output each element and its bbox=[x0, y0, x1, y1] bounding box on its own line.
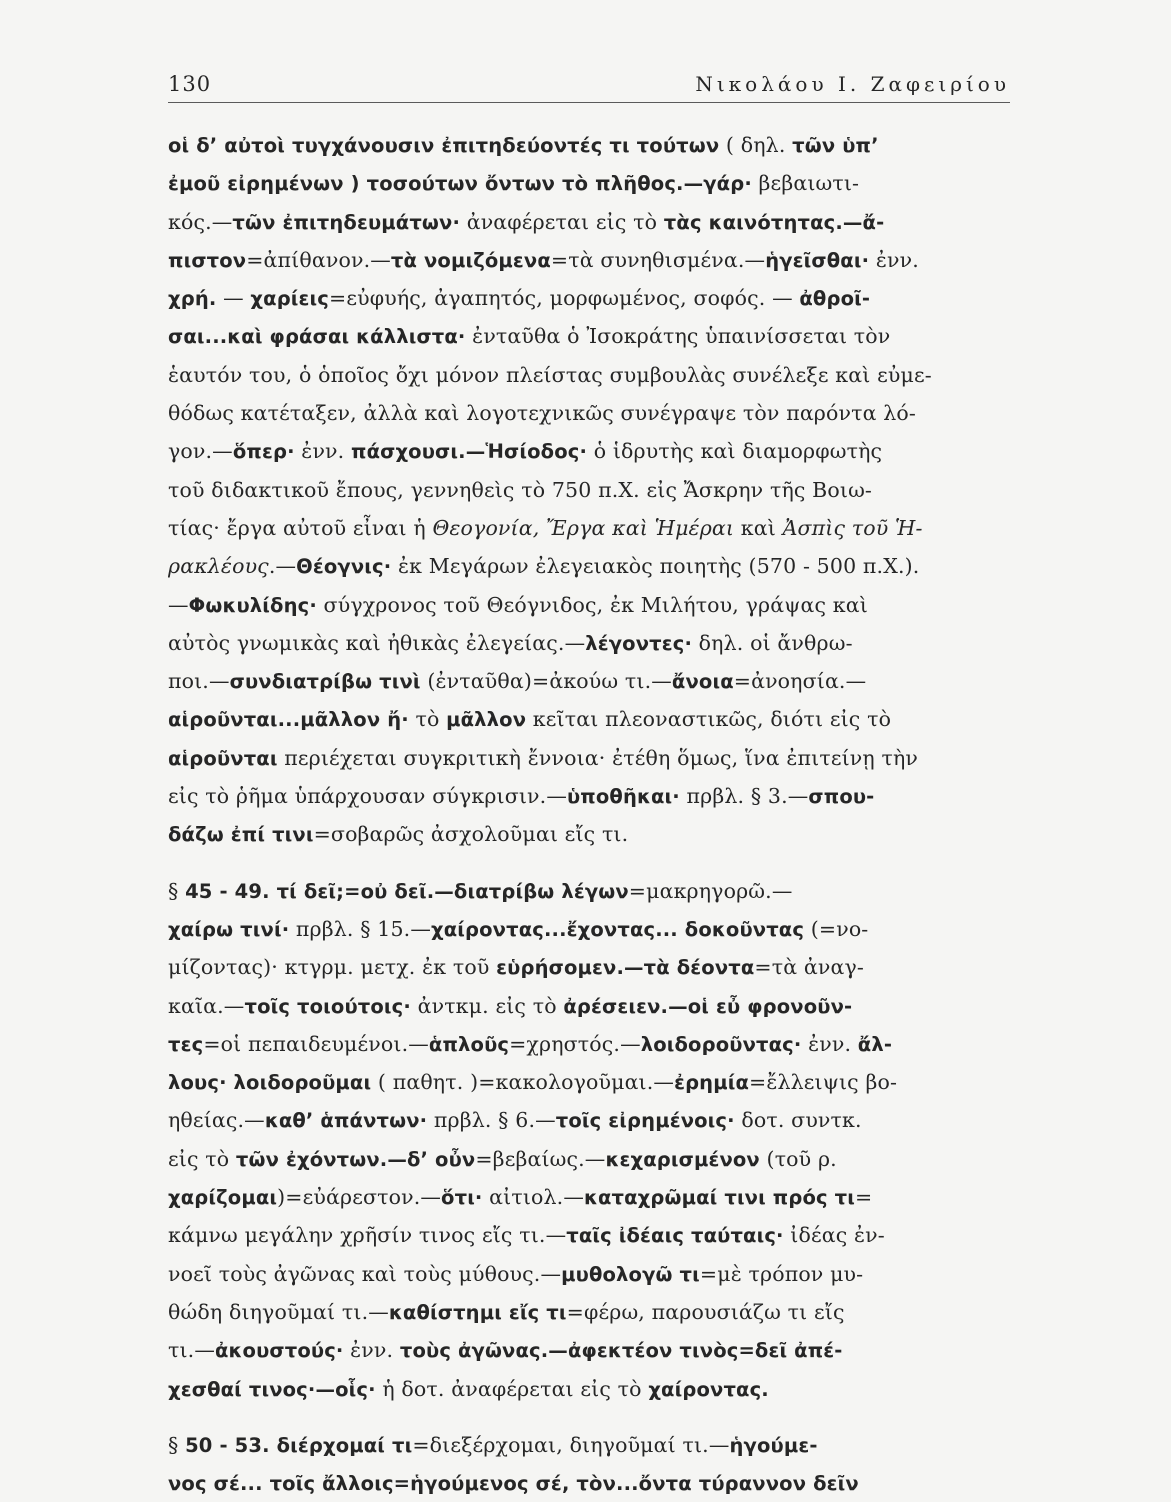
lemma: μυθολογῶ τι bbox=[561, 1262, 700, 1286]
gloss: § bbox=[168, 1432, 186, 1457]
lemma: τῶν ἐχόντων.—δ’ οὖν bbox=[235, 1147, 476, 1171]
lemma: χαρίεις bbox=[250, 287, 330, 311]
gloss: θώδη διηγοῦμαί τι.— bbox=[168, 1299, 389, 1324]
lemma: λους· λοιδοροῦμαι bbox=[168, 1071, 372, 1095]
gloss: — bbox=[216, 286, 251, 311]
lemma: ὑποθῆκαι· bbox=[566, 785, 680, 809]
gloss: =ἀπίθανον.— bbox=[246, 247, 391, 272]
text-line bbox=[168, 1216, 1018, 1254]
lemma: ἀκουστούς· bbox=[215, 1339, 344, 1363]
text-line bbox=[168, 241, 1018, 279]
lemma: σπου- bbox=[808, 785, 875, 809]
lemma: ἐρημία bbox=[674, 1071, 750, 1095]
lemma: τοὺς ἀγῶνας.—ἀφεκτέον τινὸς=δεῖ ἀπέ- bbox=[399, 1339, 843, 1363]
text-line bbox=[168, 203, 1018, 241]
lemma: λοιδοροῦντας· bbox=[640, 1032, 802, 1056]
lemma: ὅπερ· bbox=[232, 440, 295, 464]
gloss: =εὐφυής, ἀγαπητός, μορφωμένος, σοφός. — bbox=[329, 286, 800, 311]
text-line bbox=[168, 432, 1018, 470]
gloss: κός.— bbox=[168, 209, 233, 234]
text-line bbox=[168, 700, 1018, 738]
lemma: χεσθαί τινος·—οἷς· bbox=[168, 1377, 376, 1401]
lemma: λέγοντες· bbox=[585, 631, 693, 655]
gloss: εἰς τὸ bbox=[168, 1146, 236, 1171]
gloss: ( δηλ. bbox=[719, 133, 793, 157]
lemma: αἱροῦνται...μᾶλλον ἤ· bbox=[168, 708, 409, 732]
gloss: νοεῖ τοὺς ἀγῶνας καὶ τοὺς μύθους.— bbox=[168, 1261, 562, 1286]
lemma: τὰ νομιζόμενα bbox=[390, 248, 551, 272]
gloss: ἐνταῦθα ὁ Ἰσοκράτης ὑπαινίσσεται τὸν bbox=[465, 324, 891, 349]
lemma: χρή. bbox=[168, 287, 217, 311]
gloss: =βεβαίως.— bbox=[475, 1146, 606, 1171]
gloss: βεβαιωτι- bbox=[751, 171, 860, 196]
lemma: χαίρω τινί· bbox=[168, 917, 290, 941]
gloss: =ἔλλειψις βο- bbox=[749, 1070, 898, 1095]
text-line bbox=[168, 547, 1018, 585]
lemma: τες bbox=[168, 1032, 204, 1056]
gloss: (=νο- bbox=[804, 916, 869, 941]
gloss: ἡ δοτ. ἀναφέρεται εἰς τὸ bbox=[375, 1376, 649, 1401]
gloss: μίζοντας)· κτγρμ. μετχ. ἐκ τοῦ bbox=[168, 955, 497, 980]
lemma: αἱροῦνται bbox=[168, 746, 278, 770]
text-line bbox=[168, 1464, 1018, 1502]
text-line bbox=[168, 948, 1018, 986]
lemma: δάζω ἐπί τινι bbox=[168, 823, 314, 847]
gloss: ( παθητ. )=κακολογοῦμαι.— bbox=[371, 1070, 675, 1095]
text-line bbox=[168, 356, 1018, 394]
lemma: καθίστημι εἴς τι bbox=[388, 1300, 567, 1324]
gloss: =φέρω, παρουσιάζω τι εἴς bbox=[566, 1299, 845, 1324]
gloss: τὸ bbox=[408, 707, 447, 732]
gloss: περιέχεται συγκριτικὴ ἔννοια· ἐτέθη ὅμως, ἵνα ἐπιτείνῃ τὴν bbox=[277, 745, 919, 770]
text-line bbox=[168, 126, 1018, 164]
lemma: χαίροντας...ἔχοντας... δοκοῦντας bbox=[431, 917, 805, 941]
lemma: 50 - 53. διέρχομαί τι bbox=[185, 1433, 413, 1457]
gloss: δηλ. οἱ ἄνθρω- bbox=[692, 630, 853, 655]
text-line bbox=[168, 1063, 1018, 1101]
gloss: =μὲ τρόπον μυ- bbox=[699, 1261, 864, 1286]
lemma: εὑρήσομεν.—τὰ δέοντα bbox=[496, 956, 755, 980]
gloss: τοῦ διδακτικοῦ ἔπους, γεννηθεὶς τὸ 750 π.Χ. εἰς Ἄσκρην τῆς Βοιω- bbox=[168, 477, 873, 502]
gloss: =σοβαρῶς ἀσχολοῦμαι εἴς τι. bbox=[313, 822, 629, 847]
gloss: τι.— bbox=[168, 1338, 215, 1363]
lemma: συνδιατρίβω τινὶ bbox=[229, 670, 421, 694]
lemma: χαίροντας. bbox=[648, 1377, 769, 1401]
lemma: ἐμοῦ εἰρημένων ) τοσούτων ὄντων τὸ πλῆθος.—γάρ· bbox=[168, 172, 752, 196]
gloss: εἰς τὸ ῥῆμα ὑπάρχουσαν σύγκρισιν.— bbox=[168, 784, 567, 809]
lemma: ὅτι· bbox=[441, 1186, 483, 1210]
gloss: αὐτὸς γνωμικὰς καὶ ἠθικὰς ἐλεγείας.— bbox=[168, 630, 586, 655]
gloss: ἰδέας ἐν- bbox=[783, 1223, 885, 1248]
paragraph-gap bbox=[168, 854, 1018, 872]
gloss: ἀντκμ. εἰς τὸ bbox=[410, 993, 564, 1018]
title-italic: Ἀσπὶς τοῦ Ἡ- bbox=[782, 515, 923, 540]
gloss: ἐνν. bbox=[294, 439, 351, 464]
gloss: = bbox=[855, 1185, 873, 1210]
text-line bbox=[168, 509, 1018, 547]
title-italic: ρακλέους bbox=[168, 554, 269, 579]
gloss: =μακρηγορῶ.— bbox=[628, 878, 793, 903]
text-line bbox=[168, 624, 1018, 662]
lemma: ἡγούμε- bbox=[729, 1433, 818, 1457]
lemma: μᾶλλον bbox=[446, 708, 527, 732]
gloss: γον.— bbox=[168, 439, 233, 464]
lemma: ἡγεῖσθαι· bbox=[765, 248, 870, 272]
lemma: τῶν ὑπ’ bbox=[792, 134, 879, 157]
text-line bbox=[168, 164, 1018, 202]
gloss: ἑαυτόν του, ὁ ὁποῖος ὄχι μόνον πλείστας συμβουλὰς συνέλεξε καὶ εὐμε- bbox=[168, 362, 932, 387]
text-line bbox=[168, 1426, 1018, 1464]
gloss: ἐνν. bbox=[869, 247, 919, 272]
text-line bbox=[168, 1101, 1018, 1139]
gloss: =τὰ ἀναγ- bbox=[754, 955, 864, 980]
gloss: ὁ ἱδρυτὴς καὶ διαμορφωτὴς bbox=[587, 439, 883, 464]
gloss: =διεξέρχομαι, διηγοῦμαί τι.— bbox=[412, 1432, 730, 1457]
lemma: ἀθροῖ- bbox=[799, 287, 871, 311]
text-line bbox=[168, 317, 1018, 355]
lemma: κεχαρισμένον bbox=[605, 1147, 760, 1171]
lemma: τῶν ἐπιτηδευμάτων· bbox=[232, 210, 461, 234]
lemma: οἱ δ’ αὐτοὶ τυγχάνουσιν ἐπιτηδεύοντές τι τούτων bbox=[168, 134, 720, 157]
text-line bbox=[168, 910, 1018, 948]
gloss: ἀναφέρεται εἰς τὸ bbox=[460, 209, 664, 234]
lemma: 45 - 49. τί δεῖ;=οὐ δεῖ.—διατρίβω λέγων bbox=[185, 879, 629, 903]
lemma: ἀρέσειεν.—οἱ εὖ φρονοῦν- bbox=[563, 994, 853, 1018]
gloss: .— bbox=[268, 554, 297, 579]
gloss: ποι.— bbox=[168, 669, 230, 694]
text-line bbox=[168, 1025, 1018, 1063]
gloss: κάμνω μεγάλην χρῆσίν τινος εἴς τι.— bbox=[168, 1223, 567, 1248]
gloss: κεῖται πλεοναστικῶς, διότι εἰς τὸ bbox=[526, 707, 892, 732]
lemma: Φωκυλίδης· bbox=[188, 593, 317, 617]
lemma: καταχρῶμαί τινι πρός τι bbox=[583, 1186, 856, 1210]
gloss: )=εὐάρεστον.— bbox=[277, 1185, 442, 1210]
gloss: =οἱ πεπαιδευμένοι.— bbox=[203, 1031, 429, 1056]
gloss: =τὰ συνηθισμένα.— bbox=[550, 247, 766, 272]
gloss: ηθείας.— bbox=[168, 1108, 265, 1133]
page-header bbox=[168, 68, 1010, 103]
lemma: ἁπλοῦς bbox=[428, 1032, 510, 1056]
gloss: καὶ bbox=[734, 515, 783, 540]
paragraph-gap bbox=[168, 1408, 1018, 1426]
gloss: (τοῦ ρ. bbox=[759, 1146, 837, 1171]
lemma: πάσχουσι.—Ἡσίοδος· bbox=[351, 440, 588, 464]
text-line bbox=[168, 1178, 1018, 1216]
lemma: τοῖς τοιούτοις· bbox=[244, 994, 411, 1018]
text-line bbox=[168, 586, 1018, 624]
text-line bbox=[168, 815, 1018, 853]
gloss: § bbox=[168, 878, 186, 903]
text-line bbox=[168, 1331, 1018, 1369]
lemma: ἄνοια bbox=[671, 670, 734, 694]
lemma: Θέογνις· bbox=[296, 555, 392, 579]
lemma: ταῖς ἰδέαις ταύταις· bbox=[566, 1224, 784, 1248]
gloss: δοτ. συντκ. bbox=[734, 1108, 862, 1133]
text-line bbox=[168, 1140, 1018, 1178]
text-line bbox=[168, 471, 1018, 509]
text-line bbox=[168, 1293, 1018, 1331]
gloss: σύγχρονος τοῦ Θεόγνιδος, ἐκ Μιλήτου, γράψας καὶ bbox=[316, 592, 868, 617]
lemma: σαι...καὶ φράσαι κάλλιστα· bbox=[168, 325, 466, 349]
lemma: νος σέ... τοῖς ἄλλοις=ἡγούμενος σέ, τὸν...ὄντα τύραννον δεῖν bbox=[168, 1472, 859, 1496]
text-line bbox=[168, 872, 1018, 910]
text-line bbox=[168, 1255, 1018, 1293]
lemma: τοῖς εἰρημένοις· bbox=[555, 1109, 735, 1133]
text-line bbox=[168, 1370, 1018, 1408]
gloss: αἰτιολ.— bbox=[482, 1185, 584, 1210]
gloss: τίας· ἔργα αὐτοῦ εἶναι ἡ bbox=[168, 515, 433, 540]
gloss: πρβλ. § 15.— bbox=[289, 916, 431, 941]
gloss: — bbox=[168, 592, 189, 617]
text-line bbox=[168, 777, 1018, 815]
lemma: πιστον bbox=[168, 248, 247, 272]
lemma: τὰς καινότητας.—ἄ- bbox=[663, 210, 885, 234]
gloss: (ἐνταῦθα)=ἀκούω τι.— bbox=[420, 669, 672, 694]
text-line bbox=[168, 662, 1018, 700]
text-line bbox=[168, 987, 1018, 1025]
gloss: πρβλ. § 3.— bbox=[679, 784, 809, 809]
lemma: ἄλ- bbox=[857, 1032, 893, 1056]
gloss: ἐνν. bbox=[801, 1031, 858, 1056]
text-line bbox=[168, 739, 1018, 777]
title-italic: Θεογονία, Ἔργα καὶ Ἡμέραι bbox=[432, 515, 735, 540]
lemma: καθ’ ἁπάντων· bbox=[264, 1109, 428, 1133]
lemma: χαρίζομαι bbox=[168, 1186, 278, 1210]
text-line bbox=[168, 394, 1018, 432]
gloss: =ἀνοησία.— bbox=[733, 669, 867, 694]
commentary-text bbox=[168, 126, 1018, 1502]
gloss: θόδως κατέταξεν, ἀλλὰ καὶ λογοτεχνικῶς συνέγραψε τὸν παρόντα λό- bbox=[168, 401, 916, 426]
gloss: καῖα.— bbox=[168, 993, 245, 1018]
gloss: ἐνν. bbox=[343, 1338, 400, 1363]
page-number: 130 bbox=[168, 72, 212, 96]
gloss: ἐκ Μεγάρων ἐλεγειακὸς ποιητὴς (570 - 500 π.Χ.). bbox=[391, 554, 920, 579]
gloss: πρβλ. § 6.— bbox=[427, 1108, 556, 1133]
gloss: =χρηστός.— bbox=[509, 1031, 641, 1056]
running-head: Νικολάου Ι. Ζαφειρίου bbox=[695, 72, 1010, 96]
text-line bbox=[168, 279, 1018, 317]
